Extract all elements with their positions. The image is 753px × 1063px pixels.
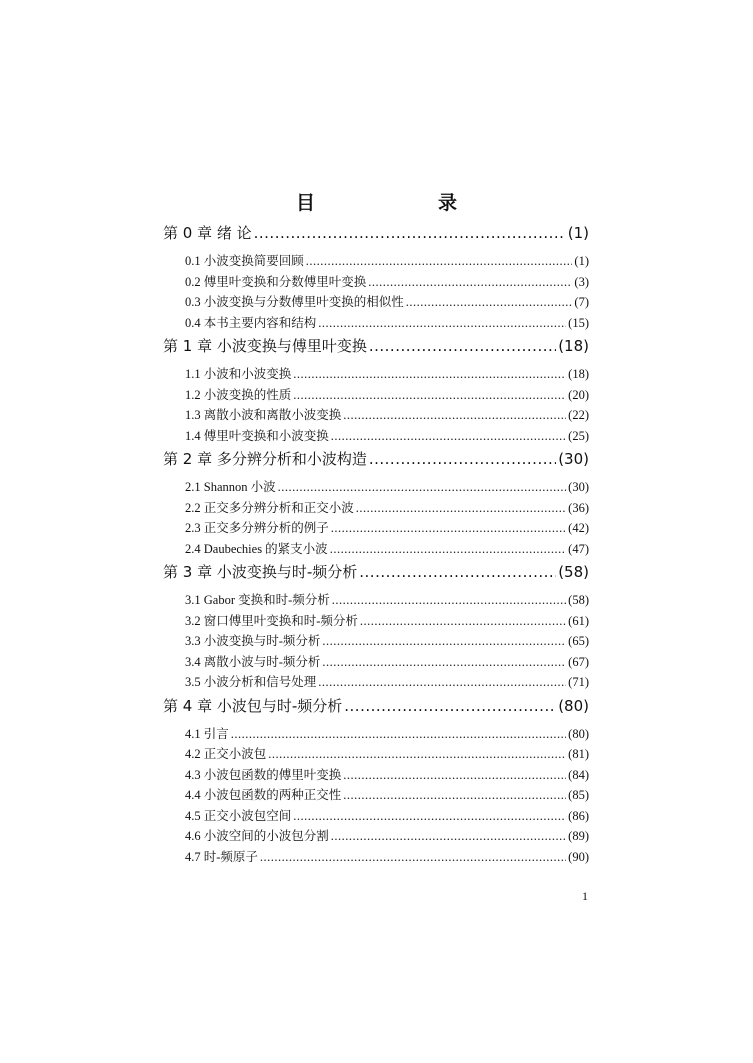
- toc-section-title: 0.2 傅里叶变换和分数傅里叶变换: [185, 274, 367, 289]
- dot-leader: [343, 408, 566, 423]
- toc-chapter-title: 第 0 章 绪 论: [163, 224, 252, 242]
- toc-section-title: 0.3 小波变换与分数傅里叶变换的相似性: [185, 295, 404, 309]
- page-title: 目 录: [295, 192, 509, 214]
- dot-leader: [369, 450, 556, 468]
- toc-chapter-page: (1): [567, 224, 589, 242]
- dot-leader: [293, 388, 566, 403]
- toc-section-title: 4.7 时-频原子: [185, 849, 258, 864]
- toc-chapter-title: 第 1 章 小波变换与傅里叶变换: [163, 337, 367, 355]
- toc-section[interactable]: [163, 590, 589, 611]
- toc-section[interactable]: [163, 724, 589, 745]
- toc-section-page: (15): [568, 315, 589, 330]
- toc-section-title: 3.5 小波分析和信号处理: [185, 675, 317, 689]
- toc-section-page: (7): [574, 295, 589, 309]
- toc-section-page: (3): [574, 274, 589, 289]
- toc-section[interactable]: [163, 272, 589, 293]
- toc-section-page: (84): [568, 767, 589, 782]
- toc-section[interactable]: [163, 785, 589, 806]
- dot-leader: [343, 788, 566, 803]
- toc-section-title: 3.1 Gabor 变换和时-频分析: [185, 593, 330, 607]
- toc-section[interactable]: [163, 292, 589, 313]
- toc-section[interactable]: [163, 251, 589, 272]
- toc-section[interactable]: [163, 631, 589, 652]
- toc-section[interactable]: [163, 672, 589, 693]
- toc-chapter[interactable]: [163, 695, 589, 719]
- toc-chapter[interactable]: [163, 222, 589, 246]
- toc-section[interactable]: [163, 765, 589, 786]
- toc-section[interactable]: [163, 518, 589, 539]
- toc-section[interactable]: [163, 313, 589, 334]
- toc-section-page: (89): [568, 829, 589, 843]
- toc-section-page: (85): [568, 788, 589, 802]
- toc-chapter-title: 第 4 章 小波包与时-频分析: [163, 696, 343, 715]
- dot-leader: [254, 224, 566, 242]
- toc-section-title: 3.4 离散小波与时-频分析: [185, 654, 321, 669]
- toc-section-page: (22): [568, 408, 589, 422]
- toc-section-page: (90): [568, 849, 589, 864]
- toc-section-page: (42): [568, 521, 589, 535]
- dot-leader: [268, 747, 566, 762]
- toc-section-page: (86): [568, 808, 589, 823]
- toc-section-page: (58): [568, 593, 589, 607]
- dot-leader: [343, 768, 566, 783]
- dot-leader: [322, 655, 566, 670]
- toc-section[interactable]: [163, 806, 589, 827]
- page-number: 1: [582, 889, 588, 903]
- toc-section-title: 4.3 小波包函数的傅里叶变换: [185, 767, 342, 782]
- dot-leader: [369, 337, 556, 355]
- toc-section[interactable]: [163, 826, 589, 847]
- toc-section[interactable]: [163, 385, 589, 406]
- dot-leader: [368, 275, 572, 290]
- toc-section-page: (1): [574, 254, 589, 268]
- dot-leader: [318, 675, 566, 690]
- toc-section-page: (30): [568, 480, 589, 494]
- toc-section-page: (61): [568, 613, 589, 628]
- toc-section-title: 2.4 Daubechies 的紧支小波: [185, 541, 328, 556]
- toc-section-title: 1.4 傅里叶变换和小波变换: [185, 428, 329, 443]
- toc-section-page: (36): [568, 500, 589, 515]
- toc-section[interactable]: [163, 652, 589, 673]
- table-of-contents: [163, 220, 589, 867]
- toc-section-page: (47): [568, 541, 589, 556]
- toc-chapter-page: (18): [558, 337, 589, 355]
- toc-section-page: (81): [568, 747, 589, 761]
- dot-leader: [293, 809, 566, 824]
- dot-leader: [406, 295, 573, 310]
- toc-section[interactable]: [163, 498, 589, 519]
- dot-leader: [360, 614, 566, 629]
- toc-section-title: 4.2 正交小波包: [185, 747, 267, 761]
- toc-section[interactable]: [163, 611, 589, 632]
- dot-leader: [331, 429, 566, 444]
- dot-leader: [344, 697, 556, 715]
- toc-chapter-page: (80): [558, 696, 589, 715]
- toc-section[interactable]: [163, 477, 589, 498]
- toc-section-page: (20): [568, 387, 589, 402]
- dot-leader: [293, 367, 566, 382]
- toc-section-page: (18): [568, 367, 589, 381]
- toc-section-page: (25): [568, 428, 589, 443]
- dot-leader: [322, 634, 566, 649]
- toc-section[interactable]: [163, 744, 589, 765]
- toc-section[interactable]: [163, 405, 589, 426]
- dot-leader: [278, 480, 567, 495]
- toc-section-title: 2.3 正交多分辨分析的例子: [185, 521, 329, 535]
- toc-chapter[interactable]: [163, 335, 589, 359]
- toc-section[interactable]: [163, 847, 589, 868]
- toc-section[interactable]: [163, 426, 589, 447]
- toc-section-page: (67): [568, 654, 589, 669]
- toc-section-title: 1.2 小波变换的性质: [185, 387, 292, 402]
- toc-section[interactable]: [163, 364, 589, 385]
- toc-section-title: 2.2 正交多分辨分析和正交小波: [185, 500, 354, 515]
- dot-leader: [318, 316, 566, 331]
- toc-section-page: (65): [568, 634, 589, 648]
- dot-leader: [332, 593, 566, 608]
- dot-leader: [331, 521, 566, 536]
- toc-chapter[interactable]: [163, 561, 589, 585]
- toc-section-title: 4.1 引言: [185, 726, 229, 741]
- toc-section-title: 0.1 小波变换简要回顾: [185, 254, 304, 268]
- toc-section-title: 2.1 Shannon 小波: [185, 480, 276, 494]
- dot-leader: [306, 254, 573, 269]
- toc-section-title: 3.3 小波变换与时-频分析: [185, 634, 321, 648]
- toc-section-page: (80): [568, 726, 589, 741]
- toc-section-title: 1.3 离散小波和离散小波变换: [185, 408, 342, 422]
- toc-section-title: 1.1 小波和小波变换: [185, 367, 292, 381]
- toc-section-page: (71): [568, 675, 589, 689]
- dot-leader: [260, 850, 566, 865]
- toc-section-title: 4.4 小波包函数的两种正交性: [185, 788, 342, 802]
- dot-leader: [359, 563, 556, 581]
- dot-leader: [231, 727, 566, 742]
- toc-chapter-page: (58): [558, 563, 589, 581]
- toc-section-title: 0.4 本书主要内容和结构: [185, 315, 317, 330]
- toc-chapter[interactable]: [163, 448, 589, 472]
- toc-section[interactable]: [163, 539, 589, 560]
- toc-section-title: 4.6 小波空间的小波包分割: [185, 829, 329, 843]
- toc-chapter-title: 第 3 章 小波变换与时-频分析: [163, 563, 358, 581]
- dot-leader: [330, 542, 566, 557]
- toc-section-title: 4.5 正交小波包空间: [185, 808, 292, 823]
- dot-leader: [356, 501, 566, 516]
- toc-section-title: 3.2 窗口傅里叶变换和时-频分析: [185, 613, 358, 628]
- toc-chapter-title: 第 2 章 多分辨分析和小波构造: [163, 450, 367, 468]
- dot-leader: [331, 829, 566, 844]
- toc-chapter-page: (30): [558, 450, 589, 468]
